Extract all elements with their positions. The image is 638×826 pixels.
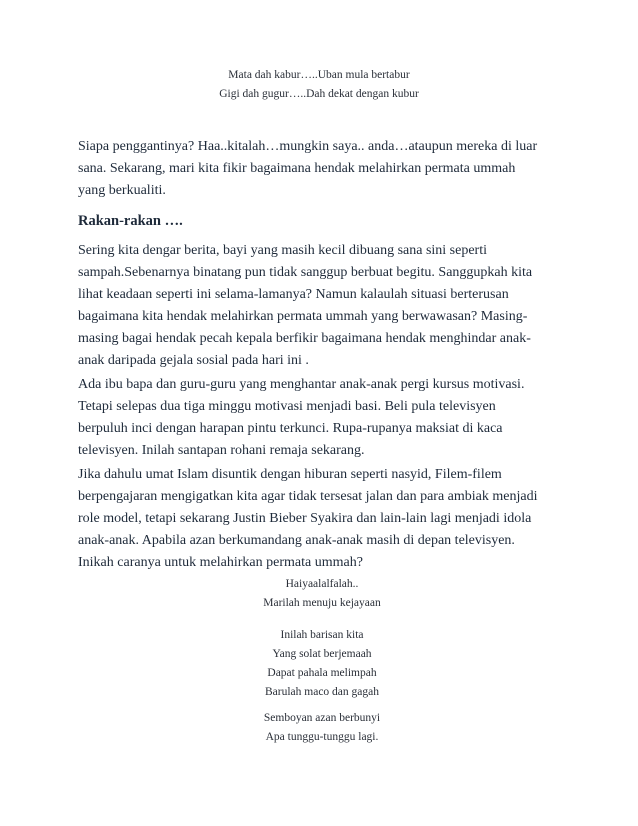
text-line: sampah.Sebenarnya binatang pun tidak sanggup berbuat begitu. Sanggupkah kita — [78, 265, 533, 280]
verse-line: Mata dah kabur…..Uban mula bertabur — [228, 69, 410, 81]
verse-line: Haiyaalalfalah.. — [285, 578, 359, 590]
opening-verse — [0, 66, 638, 104]
text-line: masing bagai hendak pecah kepala berfikir bagaimana hendak menghindar anak- — [78, 331, 531, 346]
heading-text: Rakan-rakan …. — [78, 213, 183, 229]
text-line: anak daripada gejala sosial pada hari ini . — [78, 353, 309, 368]
text-line: Ada ibu bapa dan guru-guru yang menghantar anak-anak pergi kursus motivasi. — [78, 377, 525, 392]
verse-line: Dapat pahala melimpah — [267, 667, 377, 679]
verse-line: Apa tunggu-tunggu lagi. — [265, 731, 379, 743]
text-line: televisyen. Inilah santapan rohani remaja sekarang. — [78, 443, 365, 458]
text-line: sana. Sekarang, mari kita fikir bagaimana hendak melahirkan permata ummah — [78, 161, 516, 176]
text-line: yang berkualiti. — [78, 183, 166, 198]
closing-verse-2 — [3, 626, 638, 702]
verse-line: Barulah maco dan gagah — [265, 686, 379, 698]
verse-line: Marilah menuju kejayaan — [263, 597, 381, 609]
text-line: Sering kita dengar berita, bayi yang masih kecil dibuang sana sini seperti — [78, 243, 487, 258]
closing-verse-3 — [3, 709, 638, 747]
verse-line: Gigi dah gugur…..Dah dekat dengan kubur — [219, 88, 419, 100]
text-line: Tetapi selepas dua tiga minggu motivasi menjadi basi. Beli pula televisyen — [78, 399, 496, 414]
verse-line: Yang solat berjemaah — [272, 648, 372, 660]
paragraph-intro — [78, 136, 578, 202]
section-heading — [78, 210, 578, 232]
paragraph-entertainment — [78, 464, 578, 574]
closing-verse-1 — [3, 575, 638, 613]
text-line: Jika dahulu umat Islam disuntik dengan hiburan seperti nasyid, Filem-filem — [78, 467, 502, 482]
paragraph-motivation — [78, 374, 578, 462]
text-line: anak-anak. Apabila azan berkumandang anak-anak masih di depan televisyen. — [78, 533, 515, 548]
text-line: lihat keadaan seperti ini selama-lamanya? Namun kalaulah situasi berterusan — [78, 287, 509, 302]
text-line: Siapa penggantinya? Haa..kitalah…mungkin saya.. anda…ataupun mereka di luar — [78, 139, 538, 154]
text-line: berpengajaran mengigatkan kita agar tidak tersesat jalan dan para ambiak menjadi — [78, 489, 538, 504]
text-line: role model, tetapi sekarang Justin Bieber Syakira dan lain-lain lagi menjadi idola — [78, 511, 532, 526]
verse-line: Inilah barisan kita — [280, 629, 364, 641]
verse-line: Semboyan azan berbunyi — [263, 712, 381, 724]
text-line: Inikah caranya untuk melahirkan permata ummah? — [78, 555, 363, 570]
text-line: berpuluh inci dengan harapan pintu terkunci. Rupa-rupanya maksiat di kaca — [78, 421, 503, 436]
text-line: bagaimana kita hendak melahirkan permata ummah yang berwawasan? Masing- — [78, 309, 528, 324]
paragraph-news — [78, 240, 578, 372]
